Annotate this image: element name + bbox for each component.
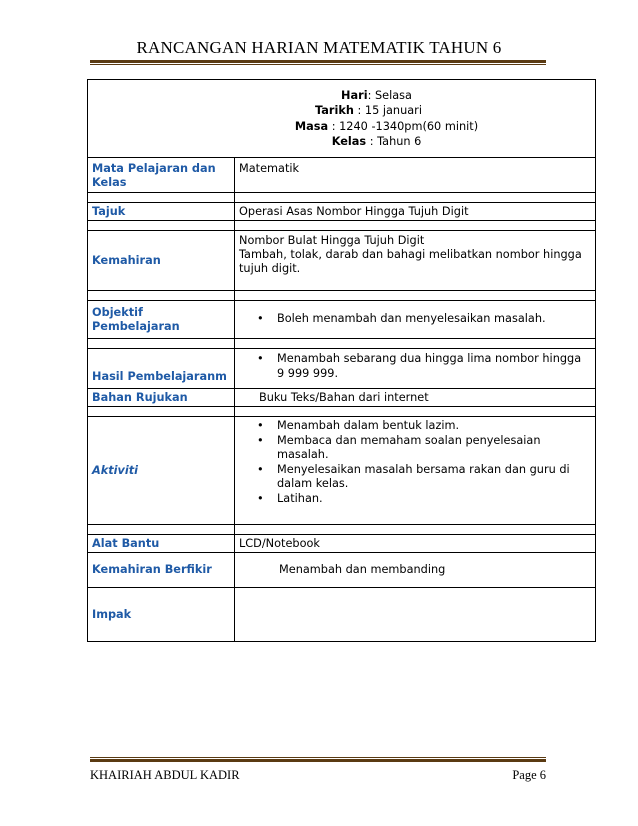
alat-bantu-value: LCD/Notebook [235,535,596,553]
kelas-value: : Tahun 6 [366,135,422,148]
lesson-info-cell [88,80,596,158]
kemahiran-label: Kemahiran [88,231,235,291]
bahan-rujukan-label: Bahan Rujukan [88,389,235,407]
impak-label: Impak [88,588,235,642]
hari-label: Hari [341,88,368,102]
aktiviti-list [239,419,591,506]
mata-pelajaran-value: Matematik [235,158,596,193]
objektif-label: Objektif Pembelajaran [88,301,235,339]
bahan-rujukan-value: Buku Teks/Bahan dari internet [235,389,596,407]
header-rule-thin [90,64,546,65]
footer-rule-thin [90,757,546,758]
page-number: Page 6 [512,768,546,782]
kemahiran-berfikir-value: Menambah dan membanding [235,553,596,588]
hasil-label: Hasil Pembelajaranm [88,349,235,389]
kemahiran-line-2: Tambah, tolak, darab dan bahagi melibatkan nombor hingga tujuh digit. [239,248,582,275]
kelas-label: Kelas [331,135,367,148]
kemahiran-line-1: Nombor Bulat Hingga Tujuh Digit [239,234,425,247]
masa-label: Masa [294,119,329,133]
hari-value: : Selasa [367,88,412,102]
tarikh-label: Tarikh [315,104,354,117]
objektif-item: • Boleh menambah dan menyelesaikan masalah. [277,312,591,327]
aktiviti-item: • Menyelesaikan masalah bersama rakan dan guru di dalam kelas. [277,463,591,492]
impak-value [235,588,596,642]
footer-author: KHAIRIAH ABDUL KADIR [90,768,240,782]
lesson-plan-table [87,79,596,642]
tajuk-label: Tajuk [88,203,235,221]
aktiviti-item: • Membaca dan memaham soalan penyelesaian masalah. [277,434,591,463]
aktiviti-item: • Latihan. [277,492,591,507]
mata-pelajaran-label: Mata Pelajaran dan Kelas [88,158,235,193]
header-rule [90,60,546,63]
page-title: RANCANGAN HARIAN MATEMATIK TAHUN 6 [136,38,502,57]
hasil-item: • Menambah sebarang dua hingga lima nombor hingga 9 999 999. [277,352,591,381]
aktiviti-label: Aktiviti [88,417,235,525]
kemahiran-berfikir-label: Kemahiran Berfikir [88,553,235,588]
masa-value: : 1240 -1340pm(60 minit) [328,119,479,133]
tajuk-value: Operasi Asas Nombor Hingga Tujuh Digit [235,203,596,221]
tarikh-value: : 15 januari [353,104,422,117]
aktiviti-item: • Menambah dalam bentuk lazim. [277,419,591,434]
alat-bantu-label: Alat Bantu [88,535,235,553]
footer-rule [90,759,546,762]
